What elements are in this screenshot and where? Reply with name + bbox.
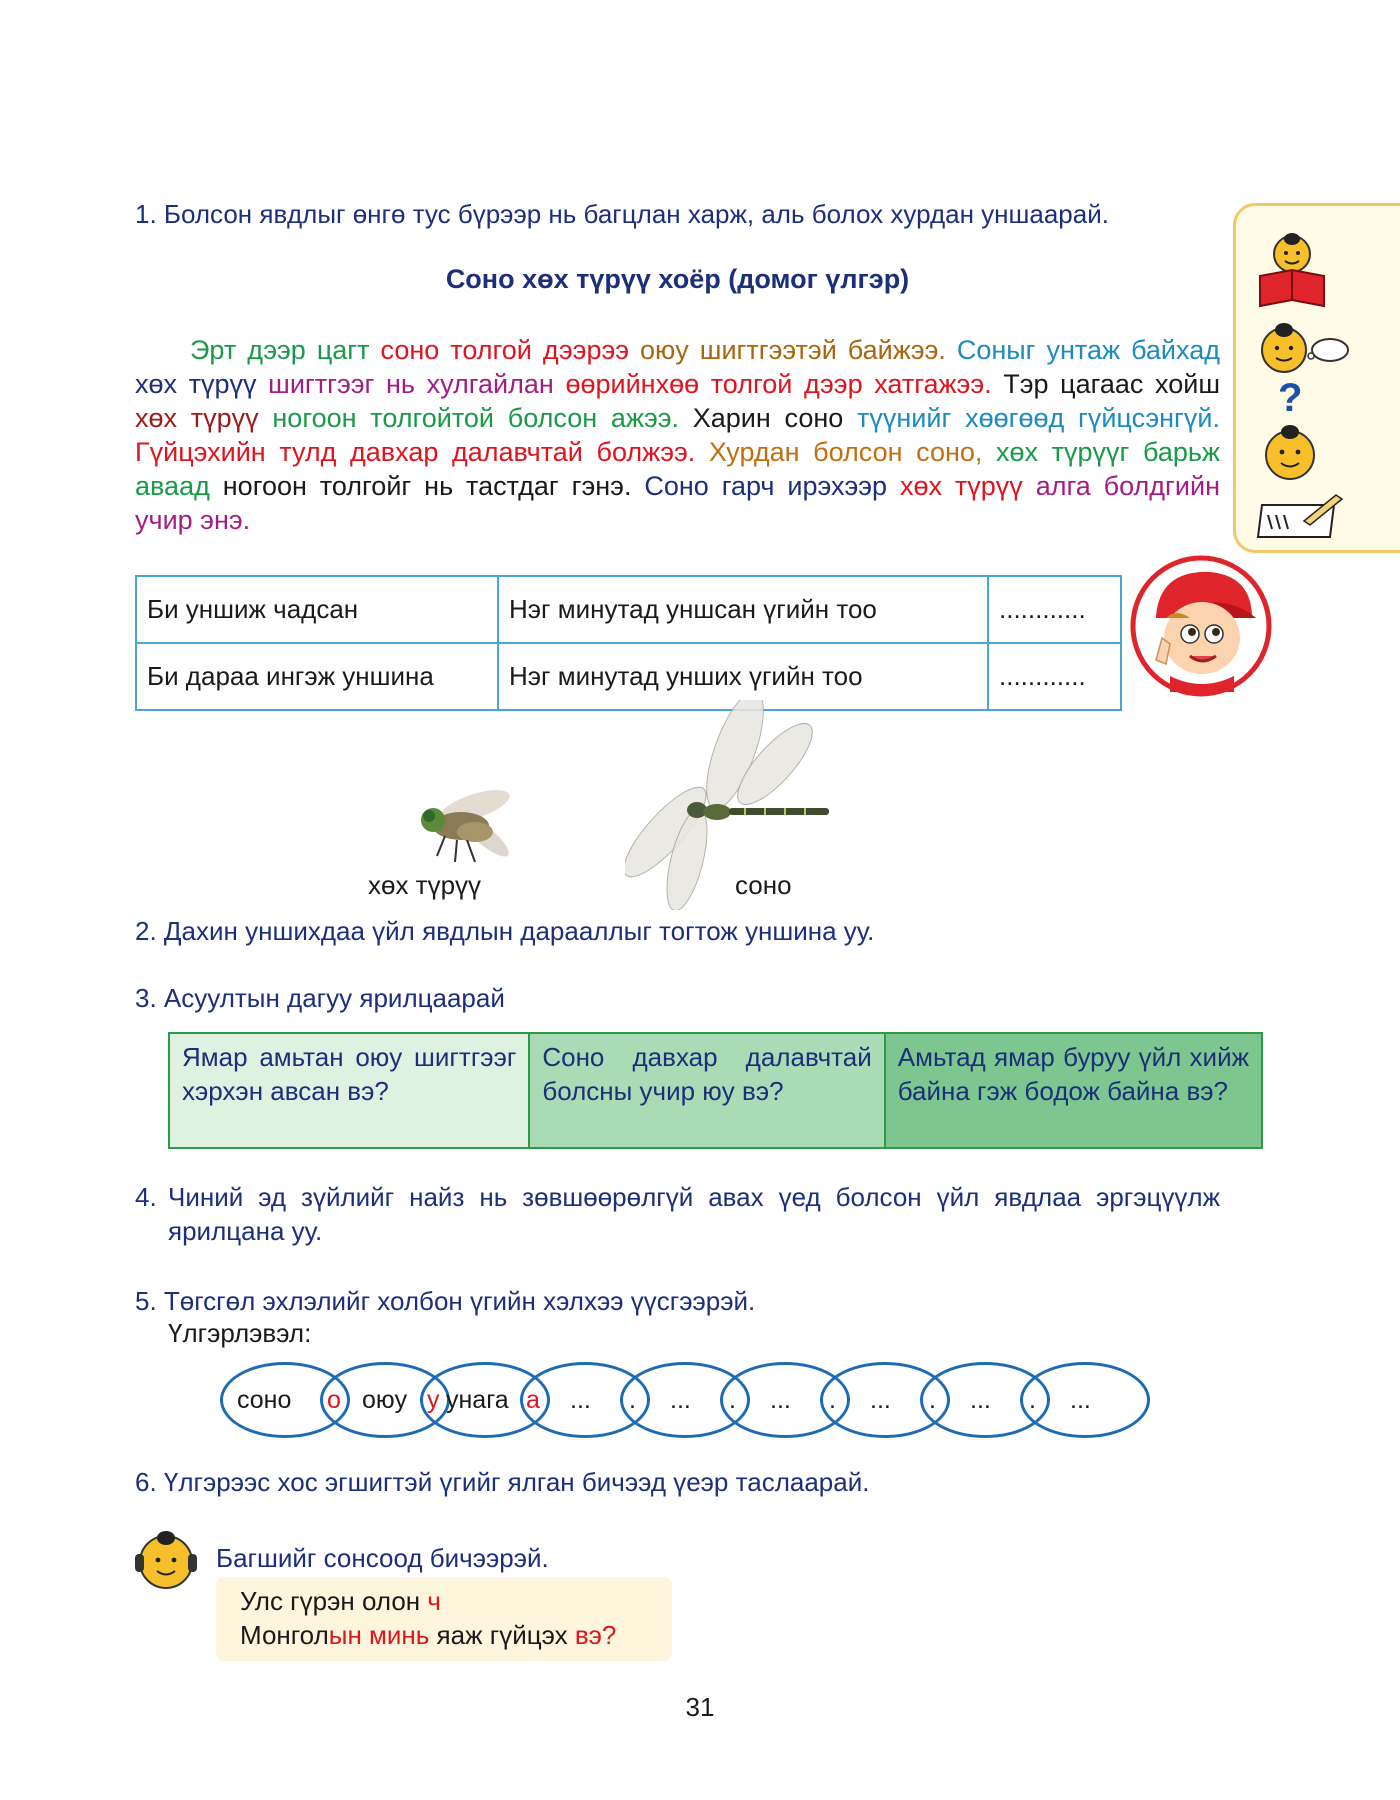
task-6: 6. Үлгэрээс хос эгшигтэй үгийг ялган бичээд үеэр таслаарай. xyxy=(135,1467,870,1497)
story-segment: түүнийг хөөгөөд гүйцсэнгүй. xyxy=(857,403,1220,433)
dictation-box xyxy=(216,1577,672,1661)
story-segment: хөх түрүүг барьж аваад xyxy=(135,437,1220,501)
chain-blank[interactable]: ... xyxy=(670,1386,691,1414)
reading-icon xyxy=(1256,228,1328,308)
dictation-instruction: Багшийг сонсоод бичээрэй. xyxy=(216,1543,549,1573)
writing-icon xyxy=(1256,491,1346,541)
fly-label: хөх түрүү xyxy=(368,870,482,900)
story-segment: хөх түрүү xyxy=(135,369,269,399)
task-2: 2. Дахин уншихдаа үйл явдлын дарааллыг тогтож уншина уу. xyxy=(135,916,875,946)
story-segment: оюу шигтгээтэй байжээ. xyxy=(640,335,957,365)
story-segment: Тэр цагаас хойш xyxy=(1003,369,1221,399)
dragonfly-label: соно xyxy=(735,870,792,900)
table-row xyxy=(136,576,1121,643)
example-label: Үлгэрлэвэл: xyxy=(168,1318,312,1348)
story-segment: өөрийнхөө толгой дээр хатгажээ. xyxy=(565,369,1004,399)
chain-word: унага xyxy=(446,1386,509,1414)
chain-link-letter: а xyxy=(526,1386,540,1414)
story-segment: хөх түрүү xyxy=(899,471,1036,501)
reading-row-label: Би уншиж чадсан xyxy=(136,576,498,643)
story-segment: алга болдгийн учир энэ. xyxy=(135,471,1220,535)
task-4: 4. Чиний эд зүйлийг найз нь зөвшөөрөлгүй авах үед болсон үйл явдлаа эргэцүүлж ярилцана уу. xyxy=(135,1182,1220,1246)
chain-link-letter: у xyxy=(427,1386,440,1414)
task-5: 5. Төгсгөл эхлэлийг холбон үгийн хэлхээ үүсгээрэй. xyxy=(135,1286,756,1316)
chain-blank-link[interactable]: . xyxy=(1029,1386,1036,1414)
story-text xyxy=(135,333,1220,537)
question-cell: Соно давхар далавчтай болсны учир юу вэ? xyxy=(529,1033,884,1148)
story-segment: соно толгой дээрээ xyxy=(380,335,641,365)
chain-word: соно xyxy=(237,1386,292,1414)
task-3: 3. Асуултын дагуу ярилцаарай xyxy=(135,983,505,1013)
table-row xyxy=(169,1033,1262,1148)
page-number: 31 xyxy=(685,1692,715,1722)
question-cell: Амьтад ямар буруу үйл хийж байна гэж бодож байна вэ? xyxy=(885,1033,1262,1148)
boy-mascot-icon xyxy=(1130,552,1272,700)
fly-image xyxy=(405,782,515,872)
discussion-questions-table xyxy=(168,1032,1263,1149)
story-segment: Харин соно xyxy=(692,403,858,433)
chain-blank[interactable]: ... xyxy=(770,1386,791,1414)
reading-row-blank[interactable]: ............ xyxy=(988,643,1121,710)
chain-blank[interactable]: ... xyxy=(970,1386,991,1414)
reading-row-measure: Нэг минутад унших үгийн тоо xyxy=(498,643,988,710)
story-title: Соно хөх түрүү хоёр (домог үлгэр) xyxy=(445,264,910,294)
chain-blank[interactable]: ... xyxy=(1070,1386,1091,1414)
story-segment: Гүйцэхийн тулд давхар далавчтай болжээ. xyxy=(135,437,709,467)
activity-sidebar xyxy=(1233,203,1400,553)
chain-blank-link[interactable]: . xyxy=(629,1386,636,1414)
story-segment: Хурдан болсон соно, xyxy=(708,437,997,467)
task-1: 1. Болсон явдлыг өнгө тус бүрээр нь багцлан харж, аль болох хурдан уншаарай. xyxy=(135,199,1109,229)
reading-speed-table xyxy=(135,575,1122,711)
chain-link-letter: о xyxy=(327,1386,341,1414)
chain-blank-link[interactable]: . xyxy=(929,1386,936,1414)
reading-row-blank[interactable]: ............ xyxy=(988,576,1121,643)
question-cell: Ямар амьтан оюу шигтгээг хэрхэн авсан вэ? xyxy=(169,1033,529,1148)
story-segment: шигтгээг нь хулгайлан xyxy=(268,369,566,399)
thinking-icon xyxy=(1254,318,1364,378)
story-segment: Эрт дээр цагт xyxy=(190,335,381,365)
dictation-line-1: Улс гүрэн олон ч xyxy=(240,1586,441,1616)
dictation-line-2: Монголын минь яаж гүйцэх вэ? xyxy=(240,1620,617,1650)
reading-row-label: Би дараа ингэж уншина xyxy=(136,643,498,710)
chain-word: оюу xyxy=(362,1386,408,1414)
story-segment: Соно гарч ирэхээр xyxy=(644,471,900,501)
story-segment: Соныг унтаж байхад xyxy=(956,335,1220,365)
speaking-icon xyxy=(1258,421,1322,485)
chain-blank-link[interactable]: . xyxy=(729,1386,736,1414)
listening-icon xyxy=(133,1528,199,1592)
question-mark-icon: ? xyxy=(1278,376,1303,420)
chain-blank[interactable]: ... xyxy=(570,1386,591,1414)
chain-blank[interactable]: ... xyxy=(870,1386,891,1414)
story-segment: хөх түрүү xyxy=(135,403,273,433)
story-segment: ногоон толгойтой болсон ажээ. xyxy=(272,403,693,433)
story-segment: ногоон толгойг нь тастдаг гэнэ. xyxy=(222,471,645,501)
chain-blank-link[interactable]: . xyxy=(829,1386,836,1414)
reading-row-measure: Нэг минутад уншсан үгийн тоо xyxy=(498,576,988,643)
